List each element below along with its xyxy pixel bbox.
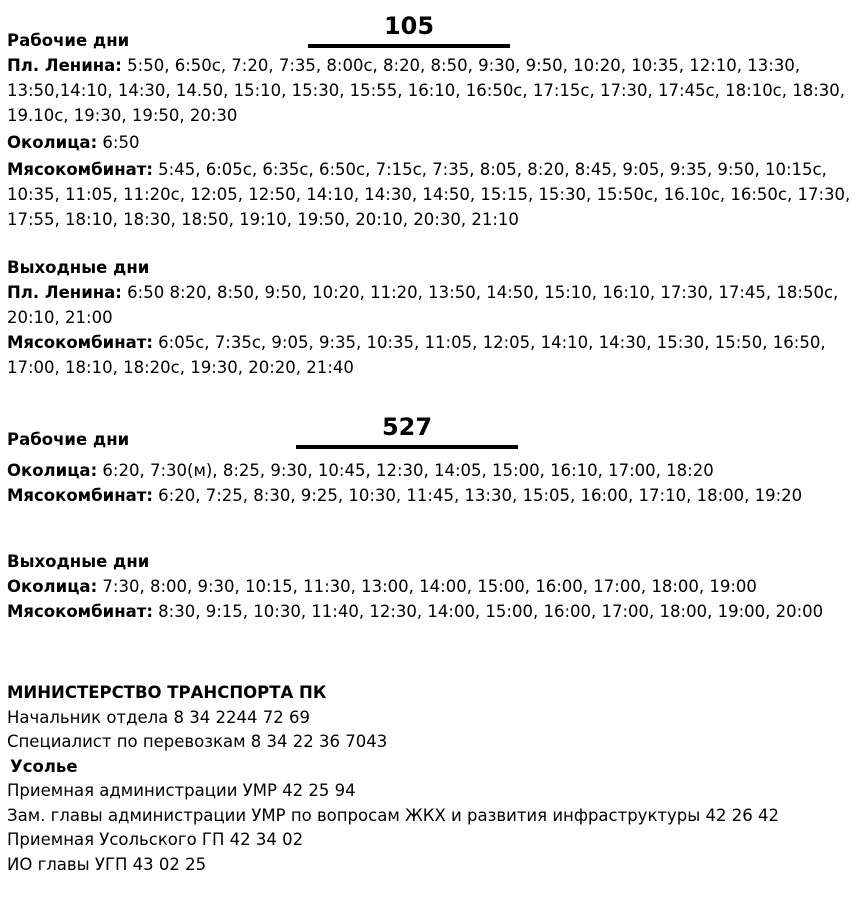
stop-times: 6:50 bbox=[97, 133, 140, 152]
stop-name: Мясокомбинат: bbox=[7, 602, 153, 621]
stop-times: 7:30, 8:00, 9:30, 10:15, 11:30, 13:00, 14:00, 15:00, 16:00, 17:00, 18:00, 19:00 bbox=[97, 577, 757, 596]
schedule-row bbox=[7, 130, 857, 155]
schedule-row bbox=[7, 483, 857, 508]
contact-line: ИО главы УГП 43 02 25 bbox=[7, 854, 207, 874]
contact-line: Начальник отдела 8 34 2244 72 69 bbox=[7, 707, 310, 727]
usolye-heading: Усолье bbox=[10, 756, 78, 776]
schedule-row bbox=[7, 458, 857, 483]
stop-times: 6:05с, 7:35с, 9:05, 9:35, 10:35, 11:05, 12:05, 14:10, 14:30, 15:30, 15:50, 16:50, 17:00, 18:10, 18:20с, 19:30, 20:20, 21:40 bbox=[7, 333, 826, 377]
stop-times: 8:30, 9:15, 10:30, 11:40, 12:30, 14:00, 15:00, 16:00, 17:00, 18:00, 19:00, 20:00 bbox=[152, 602, 824, 621]
route-527-weekdays bbox=[7, 427, 857, 508]
contact-line: Приемная Усольского ГП 42 34 02 bbox=[7, 830, 304, 849]
stop-times: 5:50, 6:50с, 7:20, 7:35, 8:00с, 8:20, 8:50, 9:30, 9:50, 10:20, 10:35, 12:10, 13:30, 13:50,14:10, 14:30, 14.50, 15:10, 15:30, 15:55, 16:10, 16:50с, 17:15с, 17:30, 17:45с, 18:10с, 18:30, 19.10с, 19:30, 19:50, 20:30 bbox=[7, 56, 846, 125]
stop-name: Околица: bbox=[7, 461, 98, 480]
contact-line: Специалист по перевозкам 8 34 22 36 7043 bbox=[7, 732, 388, 751]
schedule-row bbox=[7, 280, 857, 330]
stop-name: Околица: bbox=[7, 577, 98, 596]
weekdays-title: Рабочие дни bbox=[7, 31, 130, 50]
schedule-row bbox=[7, 53, 857, 128]
weekends-title: Выходные дни bbox=[7, 552, 150, 571]
weekends-title: Выходные дни bbox=[7, 258, 150, 277]
route-105-number: 105 bbox=[308, 12, 510, 48]
stop-name: Пл. Ленина: bbox=[7, 56, 122, 75]
schedule-row bbox=[7, 599, 857, 624]
route-527-weekends bbox=[7, 549, 857, 624]
route-527-number: 527 bbox=[296, 413, 518, 449]
contact-line: Зам. главы администрации УМР по вопросам ЖКХ и развития инфраструктуры 42 26 42 bbox=[7, 805, 780, 825]
stop-times: 6:20, 7:25, 8:30, 9:25, 10:30, 11:45, 13:30, 15:05, 16:00, 17:10, 18:00, 19:20 bbox=[152, 486, 803, 505]
stop-times: 5:45, 6:05с, 6:35с, 6:50с, 7:15с, 7:35, 8:05, 8:20, 8:45, 9:05, 9:35, 9:50, 10:15с, 10:35, 11:05, 11:20с, 12:05, 12:50, 14:10, 14:30, 14:50, 15:15, 15:30, 15:50с, 16.10с, 16:50с, 17:30, 17:55, 18:10, 18:30, 18:50, 19:10, 19:50, 20:10, 20:30, 21:10 bbox=[7, 160, 851, 229]
contact-line: Приемная администрации УМР 42 25 94 bbox=[7, 781, 356, 800]
schedule-row bbox=[7, 157, 857, 232]
contacts bbox=[7, 681, 857, 877]
route-105-weekdays bbox=[7, 28, 857, 232]
stop-name: Мясокомбинат: bbox=[7, 160, 153, 179]
stop-name: Мясокомбинат: bbox=[7, 333, 153, 352]
stop-name: Пл. Ленина: bbox=[7, 283, 122, 302]
ministry-heading: МИНИСТЕРСТВО ТРАНСПОРТА ПК bbox=[7, 683, 327, 702]
stop-name: Околица: bbox=[7, 133, 98, 152]
schedule-row bbox=[7, 574, 857, 599]
weekdays-title: Рабочие дни bbox=[7, 430, 130, 449]
stop-name: Мясокомбинат: bbox=[7, 486, 153, 505]
stop-times: 6:50 8:20, 8:50, 9:50, 10:20, 11:20, 13:50, 14:50, 15:10, 16:10, 17:30, 17:45, 18:50с, 20:10, 21:00 bbox=[7, 283, 839, 327]
schedule-row bbox=[7, 330, 857, 380]
route-105-weekends bbox=[7, 255, 857, 380]
stop-times: 6:20, 7:30(м), 8:25, 9:30, 10:45, 12:30, 14:05, 15:00, 16:10, 17:00, 18:20 bbox=[97, 461, 714, 480]
